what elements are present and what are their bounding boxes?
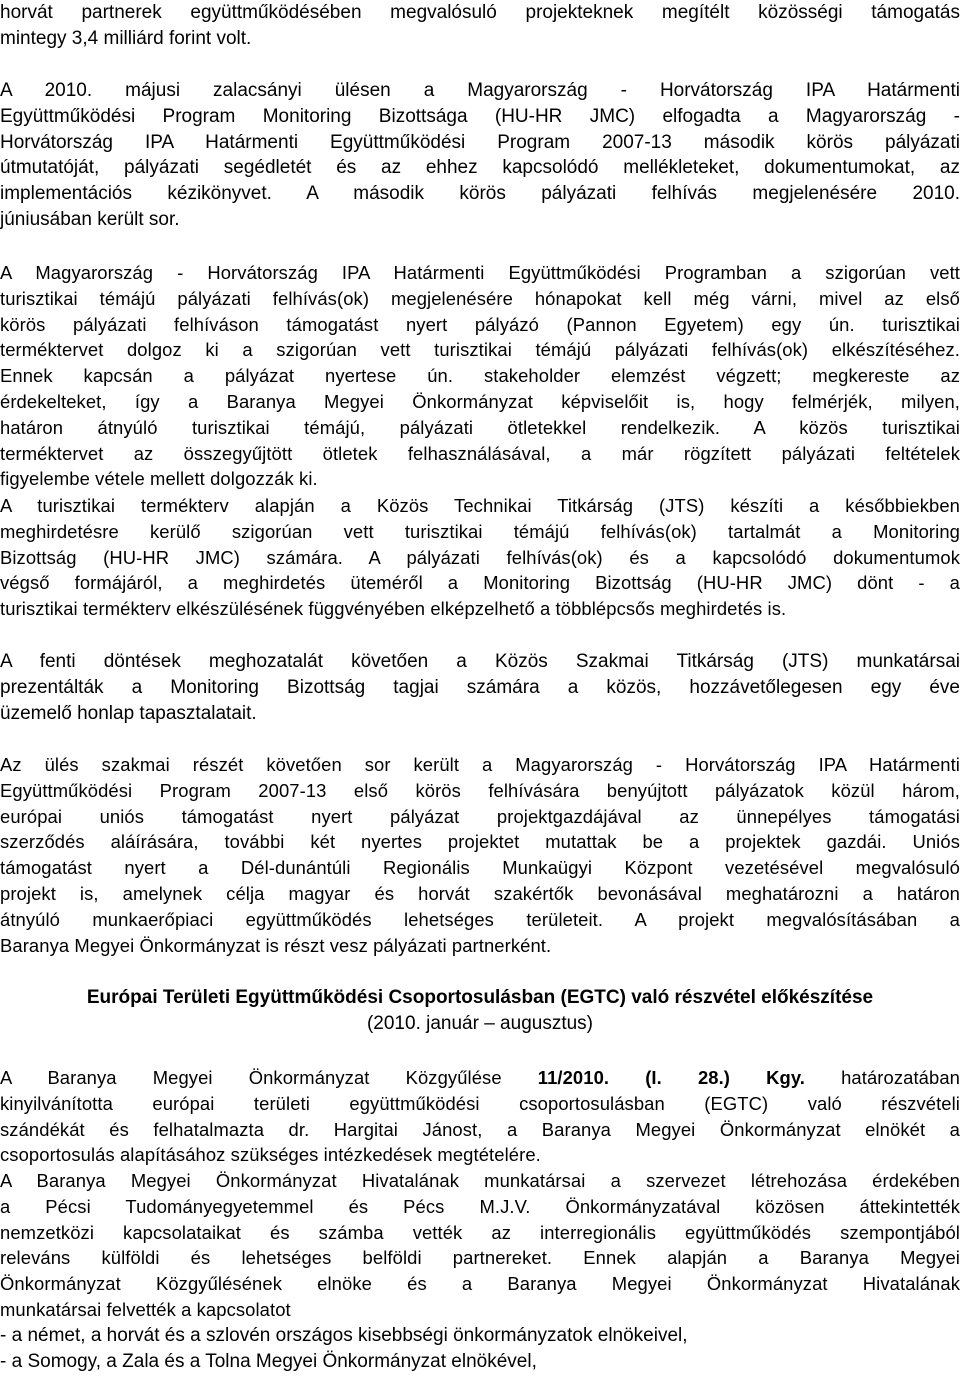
text-line: turisztikai termékterv elkészülésének függvényében elképzelhető a többlépcsős meghirdetés is. (0, 598, 787, 620)
text-line: terméktervet az összegyűjtött ötletek felhasználásával, a már rögzített pályázati feltételek (0, 442, 960, 464)
text-line: Önkormányzat Közgyűlésének elnöke és a Baranya Megyei Önkormányzat Hivatalának (0, 1273, 960, 1295)
text-line: Ennek kapcsán a pályázat nyertese ún. stakeholder elemzést végzett; megkereste az (0, 365, 960, 387)
paragraph-5 (0, 649, 960, 726)
text-line: csoportosulás alapításához szükséges intézkedések megtételére. (0, 1144, 541, 1166)
text-line: kinyilvánította európai területi együttműködési csoportosulásban (EGTC) való részvételi (0, 1092, 960, 1114)
text-line: a Pécsi Tudományegyetemmel és Pécs M.J.V. Önkormányzatával közösen áttekintették (0, 1195, 960, 1217)
text-line: Együttműködési Program Monitoring Bizottsága (HU-HR JMC) elfogadta a Magyarország - (0, 105, 960, 127)
text-line: figyelembe vétele mellett dolgozzák ki. (0, 468, 318, 490)
text-run: A Baranya Megyei Önkormányzat Közgyűlése (0, 1067, 538, 1088)
text-line: útmutatóját, pályázati segédletét és az ehhez kapcsolódó mellékleteket, dokumentumokat, az (0, 157, 960, 179)
text-line: végső formájáról, a meghirdetés üteméről a Monitoring Bizottság (HU-HR JMC) dönt - a (0, 572, 960, 594)
section-subtitle: (2010. január – augusztus) (366, 1012, 594, 1034)
text-line: A fenti döntések meghozatalát követően a Közös Szakmai Titkárság (JTS) munkatársai (0, 651, 960, 672)
text-line: érdekelteket, így a Baranya Megyei Önkormányzat képviselőit is, hogy felmérjék, milyen, (0, 390, 960, 412)
text-line: szándékát és felhatalmazta dr. Hargitai Jánost, a Baranya Megyei Önkormányzat elnökét a (0, 1118, 960, 1140)
text-line: határon átnyúló turisztikai témájú, pályázati ötletekkel rendelkezik. A közös turisztikai (0, 416, 960, 438)
text-line: projekt is, amelynek célja magyar és horvát szakértők bevonásával meghatározni a határon (0, 882, 960, 904)
bullet-list (0, 1323, 960, 1375)
section-title: Európai Területi Együttműködési Csoportosulásban (EGTC) való részvétel előkészítése (86, 987, 874, 1008)
resolution-number: 11/2010. (I. 28.) Kgy. (537, 1067, 806, 1088)
text-line: mintegy 3,4 milliárd forint volt. (0, 27, 252, 49)
text-line: körös pályázati felhíváson támogatást nyert pályázó (Pannon Egyetem) egy ún. turisztikai (0, 313, 960, 335)
list-item: - a Somogy, a Zala és a Tolna Megyei Önkormányzat elnökével, (0, 1350, 537, 1372)
section-heading (0, 985, 960, 1037)
paragraph-2 (0, 78, 960, 233)
paragraph-3 (0, 260, 960, 492)
text-line: átnyúló munkaerőpiaci együttműködés lehetséges területeit. A projekt megvalósításában a (0, 908, 960, 930)
text-line: Bizottság (HU-HR JMC) számára. A pályázati felhívás(ok) és a kapcsolódó dokumentumok (0, 546, 960, 568)
paragraph-8 (0, 1168, 960, 1323)
text-line: releváns külföldi és lehetséges belföldi partnereket. Ennek alapján a Baranya Megyei (0, 1247, 960, 1269)
text-line: Az ülés szakmai részét követően sor került a Magyarország - Horvátország IPA Határmenti (0, 754, 960, 775)
paragraph-4 (0, 493, 960, 622)
text-line: A 2010. májusi zalacsányi ülésen a Magyarország - Horvátország IPA Határmenti (0, 80, 960, 101)
text-line: A Baranya Megyei Önkormányzat Hivatalának munkatársai a szervezet létrehozása érdekében (0, 1170, 960, 1191)
paragraph-1 (0, 0, 960, 52)
text-line: munkatársai felvették a kapcsolatot (0, 1298, 291, 1320)
text-line: implementációs kézikönyvet. A második körös pályázati felhívás megjelenésére 2010. (0, 183, 960, 205)
text-line: turisztikai témájú pályázati felhívás(ok) megjelenésére hónapokat kell még várni, mivel az első (0, 287, 960, 309)
text-line: prezentálták a Monitoring Bizottság tagjai számára a közös, hozzávetőlegesen egy éve (0, 676, 960, 698)
text-line: üzemelő honlap tapasztalatait. (0, 702, 257, 724)
paragraph-7 (0, 1065, 960, 1168)
paragraph-6 (0, 752, 960, 958)
text-line: A Magyarország - Horvátország IPA Határmenti Együttműködési Programban a szigorúan vett (0, 262, 960, 283)
text-run: határozatában (805, 1067, 960, 1088)
text-line: horvát partnerek együttműködésében megvalósuló projekteknek megítélt közösségi támogatás (0, 2, 960, 23)
text-line: A turisztikai termékterv alapján a Közös Technikai Titkárság (JTS) készíti a későbbiekben (0, 495, 960, 516)
text-line (0, 1065, 960, 1091)
text-line: Baranya Megyei Önkormányzat is részt vesz pályázati partnerként. (0, 934, 552, 956)
text-line: nemzetközi kapcsolataikat és számba vették az interregionális együttműködés szempontjából (0, 1221, 960, 1243)
text-line: terméktervet dolgoz ki a szigorúan vett turisztikai témájú pályázati felhívás(ok) elkészítéséhez. (0, 339, 960, 361)
text-line: meghirdetésre kerülő szigorúan vett turisztikai témájú felhívás(ok) tartalmát a Monitoring (0, 520, 960, 542)
text-line: szerződés aláírására, további két nyertes projektet mutattak be a projektek gazdái. Uniós (0, 831, 960, 853)
text-line: júniusában került sor. (0, 208, 180, 230)
text-line: európai uniós támogatást nyert pályázat projektgazdájával az ünnepélyes támogatási (0, 805, 960, 827)
text-line: Együttműködési Program 2007-13 első körös felhívására benyújtott pályázatok közül három, (0, 779, 960, 801)
text-line: Horvátország IPA Határmenti Együttműködési Program 2007-13 második körös pályázati (0, 131, 960, 153)
list-item: - a német, a horvát és a szlovén országos kisebbségi önkormányzatok elnökeivel, (0, 1325, 688, 1346)
text-line: támogatást nyert a Dél-dunántúli Regionális Munkaügyi Központ vezetésével megvalósuló (0, 857, 960, 879)
